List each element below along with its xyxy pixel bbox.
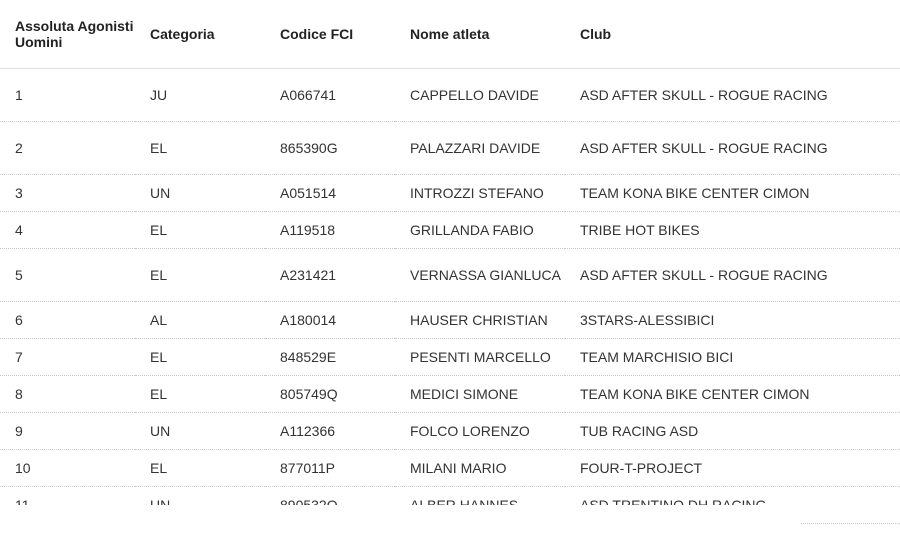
header-athlete-name: Nome atleta — [395, 0, 565, 69]
cell-position: 5 — [0, 249, 135, 302]
cell-club: ASD AFTER SKULL - ROGUE RACING — [565, 249, 900, 302]
cell-fci-code: 865390G — [265, 122, 395, 175]
cell-athlete-name: PESENTI MARCELLO — [395, 339, 565, 376]
cell-category: EL — [135, 212, 265, 249]
cell-club: 3STARS-ALESSIBICI — [565, 302, 900, 339]
table-row — [0, 69, 900, 122]
cell-club: TUB RACING ASD — [565, 413, 900, 450]
cell-athlete-name: MEDICI SIMONE — [395, 376, 565, 413]
header-category: Categoria — [135, 0, 265, 69]
cell-athlete-name: GRILLANDA FABIO — [395, 212, 565, 249]
cell-fci-code: A112366 — [265, 413, 395, 450]
cell-position: 3 — [0, 175, 135, 212]
cell-fci-code: 805749Q — [265, 376, 395, 413]
cell-club: TEAM MARCHISIO BICI — [565, 339, 900, 376]
cell-athlete-name: MILANI MARIO — [395, 450, 565, 487]
cell-club: TRIBE HOT BIKES — [565, 212, 900, 249]
cell-category: EL — [135, 339, 265, 376]
cell-club: TEAM KONA BIKE CENTER CIMON — [565, 175, 900, 212]
table-row — [0, 413, 900, 450]
cell-fci-code: A051514 — [265, 175, 395, 212]
cell-club: TEAM KONA BIKE CENTER CIMON — [565, 376, 900, 413]
table-row — [0, 175, 900, 212]
cell-category: EL — [135, 249, 265, 302]
cell-athlete-name: VERNASSA GIANLUCA — [395, 249, 565, 302]
cell-position: 2 — [0, 122, 135, 175]
header-fci-code: Codice FCI — [265, 0, 395, 69]
cell-position: 9 — [0, 413, 135, 450]
table-row — [0, 376, 900, 413]
cell-position: 4 — [0, 212, 135, 249]
cell-category: EL — [135, 122, 265, 175]
cell-athlete-name: FOLCO LORENZO — [395, 413, 565, 450]
cell-fci-code: A119518 — [265, 212, 395, 249]
page-bottom-area — [0, 505, 800, 533]
header-club: Club — [565, 0, 900, 69]
cell-athlete-name: HAUSER CHRISTIAN — [395, 302, 565, 339]
table-row — [0, 212, 900, 249]
table-header-row — [0, 0, 900, 69]
table-row — [0, 450, 900, 487]
cell-athlete-name: PALAZZARI DAVIDE — [395, 122, 565, 175]
cell-club: ASD AFTER SKULL - ROGUE RACING — [565, 122, 900, 175]
table-row — [0, 122, 900, 175]
cell-position: 1 — [0, 69, 135, 122]
cell-category: JU — [135, 69, 265, 122]
cell-category: UN — [135, 175, 265, 212]
cell-athlete-name: INTROZZI STEFANO — [395, 175, 565, 212]
cell-club: FOUR-T-PROJECT — [565, 450, 900, 487]
cell-fci-code: A066741 — [265, 69, 395, 122]
table-row — [0, 302, 900, 339]
cell-fci-code: A180014 — [265, 302, 395, 339]
cell-position: 6 — [0, 302, 135, 339]
cell-fci-code: A231421 — [265, 249, 395, 302]
cell-position: 7 — [0, 339, 135, 376]
table-row — [0, 339, 900, 376]
cell-category: EL — [135, 376, 265, 413]
cell-position: 10 — [0, 450, 135, 487]
cell-category: EL — [135, 450, 265, 487]
cell-athlete-name: CAPPELLO DAVIDE — [395, 69, 565, 122]
header-position: Assoluta Agonisti Uomini — [0, 0, 135, 69]
cell-fci-code: 848529E — [265, 339, 395, 376]
cell-position: 8 — [0, 376, 135, 413]
cell-category: AL — [135, 302, 265, 339]
cell-category: UN — [135, 413, 265, 450]
table-row — [0, 249, 900, 302]
cell-club: ASD AFTER SKULL - ROGUE RACING — [565, 69, 900, 122]
cell-fci-code: 877011P — [265, 450, 395, 487]
